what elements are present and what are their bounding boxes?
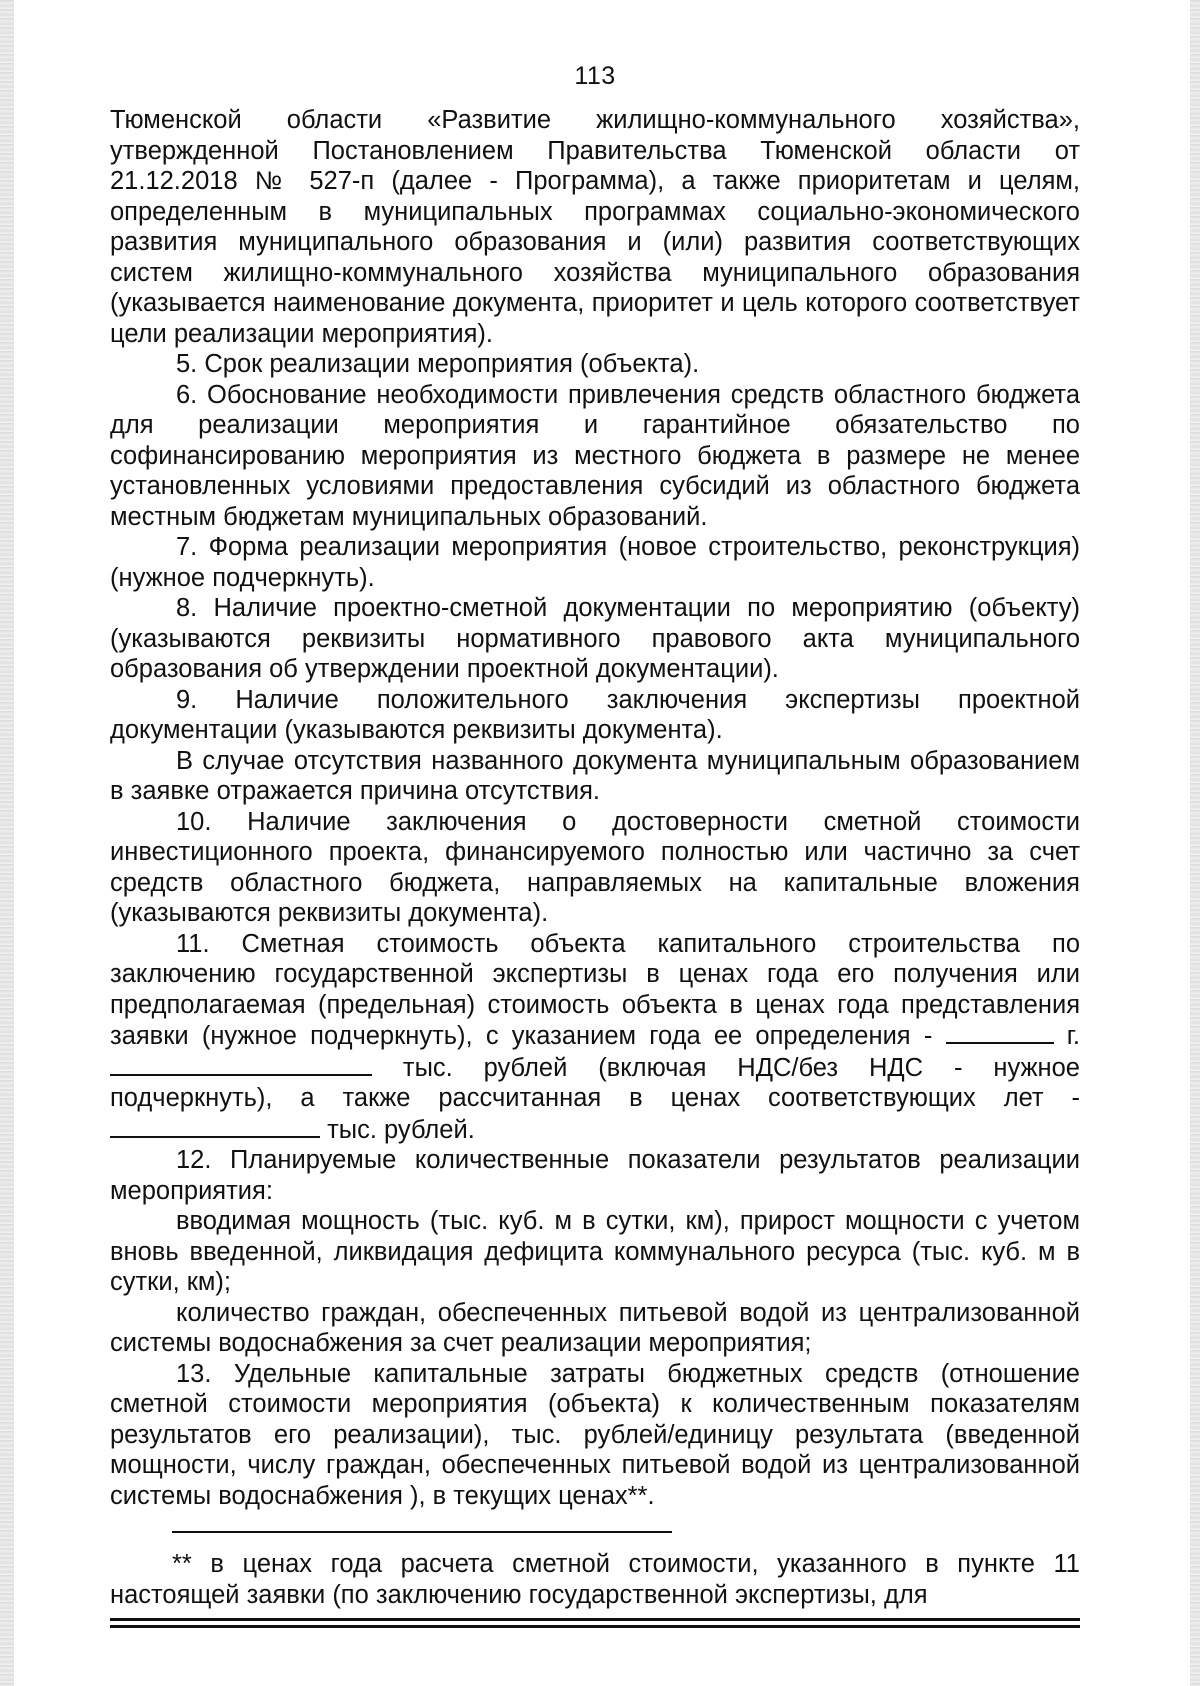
footnote-separator [172, 1531, 672, 1533]
paragraph-11 [110, 929, 1080, 1146]
paragraph-11-text-d: тыс. рублей. [327, 1115, 475, 1144]
paragraph-13: 13. Удельные капитальные затраты бюджетных средств (отношение сметной стоимости мероприятия (объекта) к количественным показателям результатов его реализации), тыс. рублей/единицу результата (введенной мощности, числу граждан, обеспеченных питьевой водой из централизованной системы водоснабжения ), в текущих ценах**. [110, 1359, 1080, 1510]
document-page [110, 62, 1080, 1682]
document-body [110, 105, 1080, 1511]
paragraph-5: 5. Срок реализации мероприятия (объекта). [176, 350, 700, 378]
cost-blank [110, 1052, 372, 1076]
paragraph-11-text-b: г. [1066, 1022, 1080, 1050]
paragraph-7: 7. Форма реализации мероприятия (новое строительство, реконструкция) (нужное подчеркнуть). [110, 533, 1080, 592]
scan-edge-left [0, 0, 14, 1686]
year-blank [946, 1020, 1054, 1044]
paragraph-8: 8. Наличие проектно-сметной документации по мероприятию (объекту) (указываются реквизиты нормативного правового акта муниципального образования об утверждении проектной документации). [110, 594, 1080, 683]
paragraph-9-note: В случае отсутствия названного документа муниципальным образованием в заявке отражается причина отсутствия. [110, 746, 1080, 805]
paragraph-12: 12. Планируемые количественные показатели результатов реализации мероприятия: [110, 1146, 1080, 1205]
cost-by-years-blank [110, 1114, 320, 1138]
paragraph-11-text-c: тыс. рублей (включая НДС/без НДС - нужное подчеркнуть), а также рассчитанная в ценах соответствующих лет - [110, 1053, 1080, 1112]
paragraph-10: 10. Наличие заключения о достоверности сметной стоимости инвестиционного проекта, финансируемого полностью или частично за счет средств областного бюджета, направляемых на капитальные вложения (указываются реквизиты документа). [110, 807, 1080, 927]
paragraph-9: 9. Наличие положительного заключения экспертизы проектной документации (указываются реквизиты документа). [110, 685, 1080, 744]
paragraph-6: 6. Обоснование необходимости привлечения средств областного бюджета для реализации мероприятия и гарантийное обязательство по софинансированию мероприятия из местного бюджета в размере не менее установленных условиями предоставления субсидий из областного бюджета местным бюджетам муниципальных образований. [110, 380, 1080, 531]
scan-edge-right [1190, 0, 1200, 1686]
bottom-double-rule [110, 1618, 1080, 1628]
paragraph-12-item-b: количество граждан, обеспеченных питьевой водой из централизованной системы водоснабжения за счет реализации мероприятия; [110, 1298, 1080, 1357]
paragraph-12-item-a: вводимая мощность (тыс. куб. м в сутки, км), прирост мощности с учетом вновь введенной, ликвидация дефицита коммунального ресурса (тыс. куб. м в сутки, км); [110, 1207, 1080, 1296]
paragraph-11-text-a: 11. Сметная стоимость объекта капитального строительства по заключению государственной экспертизы в ценах года его получения или предполагаемая (предельная) стоимость объекта в ценах года представления заявки (нужное подчеркнуть), с указанием года ее определения - [110, 929, 1080, 1050]
paragraph-continuation: Тюменской области «Развитие жилищно-коммунального хозяйства», утвержденной Постановлением Правительства Тюменской области от 21.12.2018 № 527-п (далее - Программа), а также приоритетам и целям, определенным в муниципальных программах социально-экономического развития муниципального образования и (или) развития соответствующих систем жилищно-коммунального хозяйства муниципального образования (указывается наименование документа, приоритет и цель которого соответствует цели реализации мероприятия). [110, 106, 1080, 348]
footnote: ** в ценах года расчета сметной стоимости, указанного в пункте 11 настоящей заявки (по заключению государственной экспертизы, для [110, 1550, 1080, 1609]
page-number: 113 [574, 62, 616, 90]
